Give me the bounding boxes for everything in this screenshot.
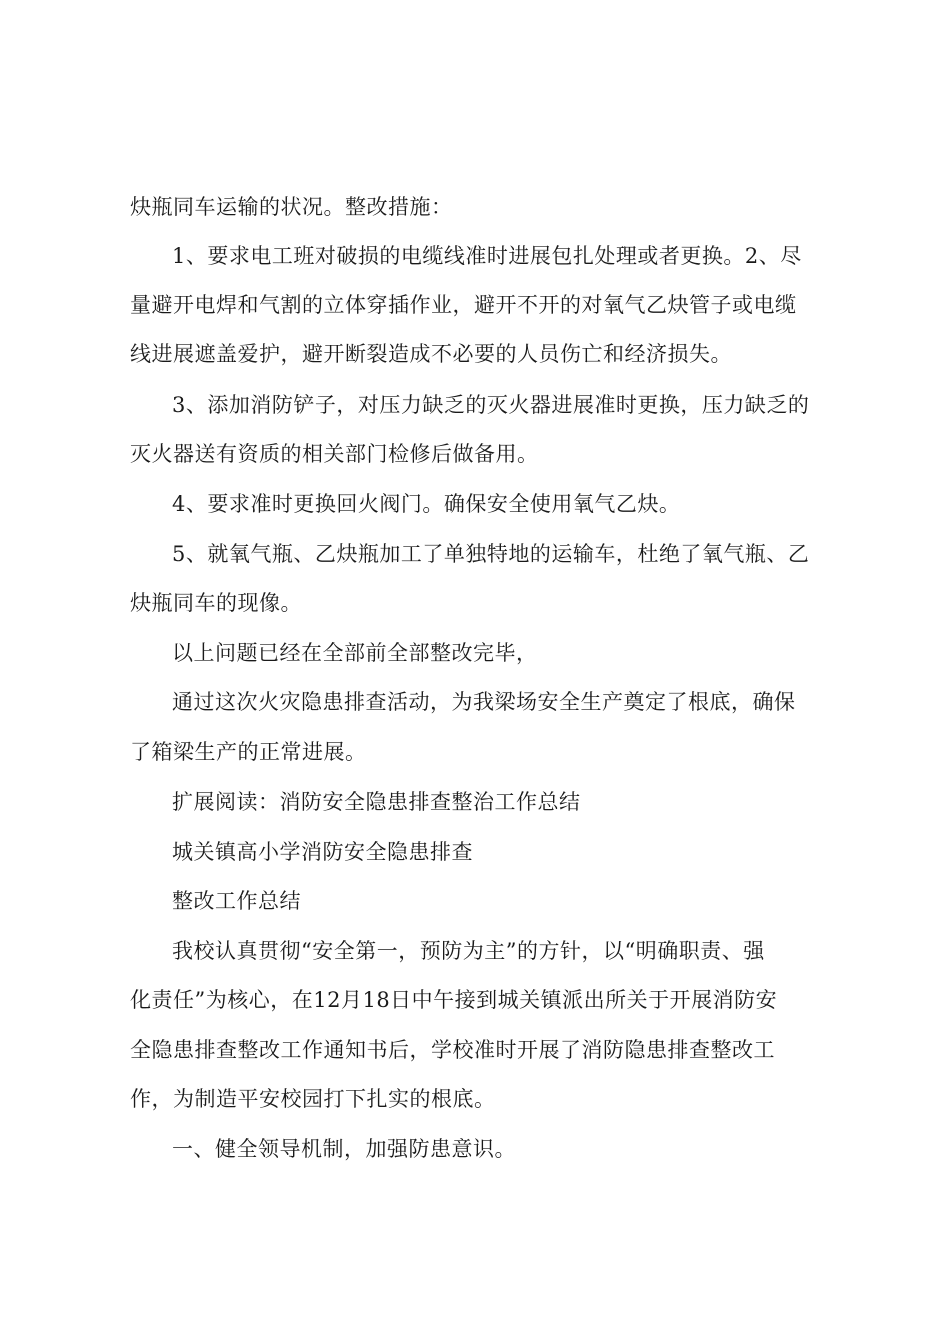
text-line: 4、要求准时更换回火阀门。确保安全使用氧气乙炔。 bbox=[172, 492, 681, 516]
text-line: 炔瓶同车运输的状况。整改措施： bbox=[130, 195, 453, 219]
text-line: 了箱梁生产的正常进展。 bbox=[130, 740, 367, 764]
text-line: 通过这次火灾隐患排查活动，为我梁场安全生产奠定了根底，确保 bbox=[172, 690, 796, 714]
text-line: 整改工作总结 bbox=[172, 889, 301, 913]
text-line: 我校认真贯彻“安全第一，预防为主”的方针，以“明确职责、强 bbox=[172, 939, 765, 963]
text-line: 1、要求电工班对破损的电缆线准时进展包扎处理或者更换。2、尽 bbox=[172, 244, 802, 268]
text-line: 一、健全领导机制，加强防患意识。 bbox=[172, 1137, 516, 1161]
text-line: 灭火器送有资质的相关部门检修后做备用。 bbox=[130, 442, 539, 466]
text-line: 城关镇高小学消防安全隐患排查 bbox=[172, 840, 473, 864]
text-line: 化责任”为核心，在12月18日中午接到城关镇派出所关于开展消防安 bbox=[130, 988, 778, 1012]
text-line: 线进展遮盖爱护，避开断裂造成不必要的人员伤亡和经济损失。 bbox=[130, 342, 732, 366]
text-line: 3、添加消防铲子，对压力缺乏的灭火器进展准时更换，压力缺乏的 bbox=[172, 393, 810, 417]
text-line: 以上问题已经在全部前全部整改完毕， bbox=[172, 641, 538, 665]
text-line: 全隐患排查整改工作通知书后，学校准时开展了消防隐患排查整改工 bbox=[130, 1038, 775, 1062]
text-line: 作，为制造平安校园打下扎实的根底。 bbox=[130, 1087, 496, 1111]
text-line: 炔瓶同车的现像。 bbox=[130, 591, 302, 615]
text-line: 5、就氧气瓶、乙炔瓶加工了单独特地的运输车，杜绝了氧气瓶、乙 bbox=[172, 542, 810, 566]
text-line: 量避开电焊和气割的立体穿插作业，避开不开的对氧气乙炔管子或电缆 bbox=[130, 293, 797, 317]
text-line: 扩展阅读：消防安全隐患排查整治工作总结 bbox=[172, 790, 581, 814]
